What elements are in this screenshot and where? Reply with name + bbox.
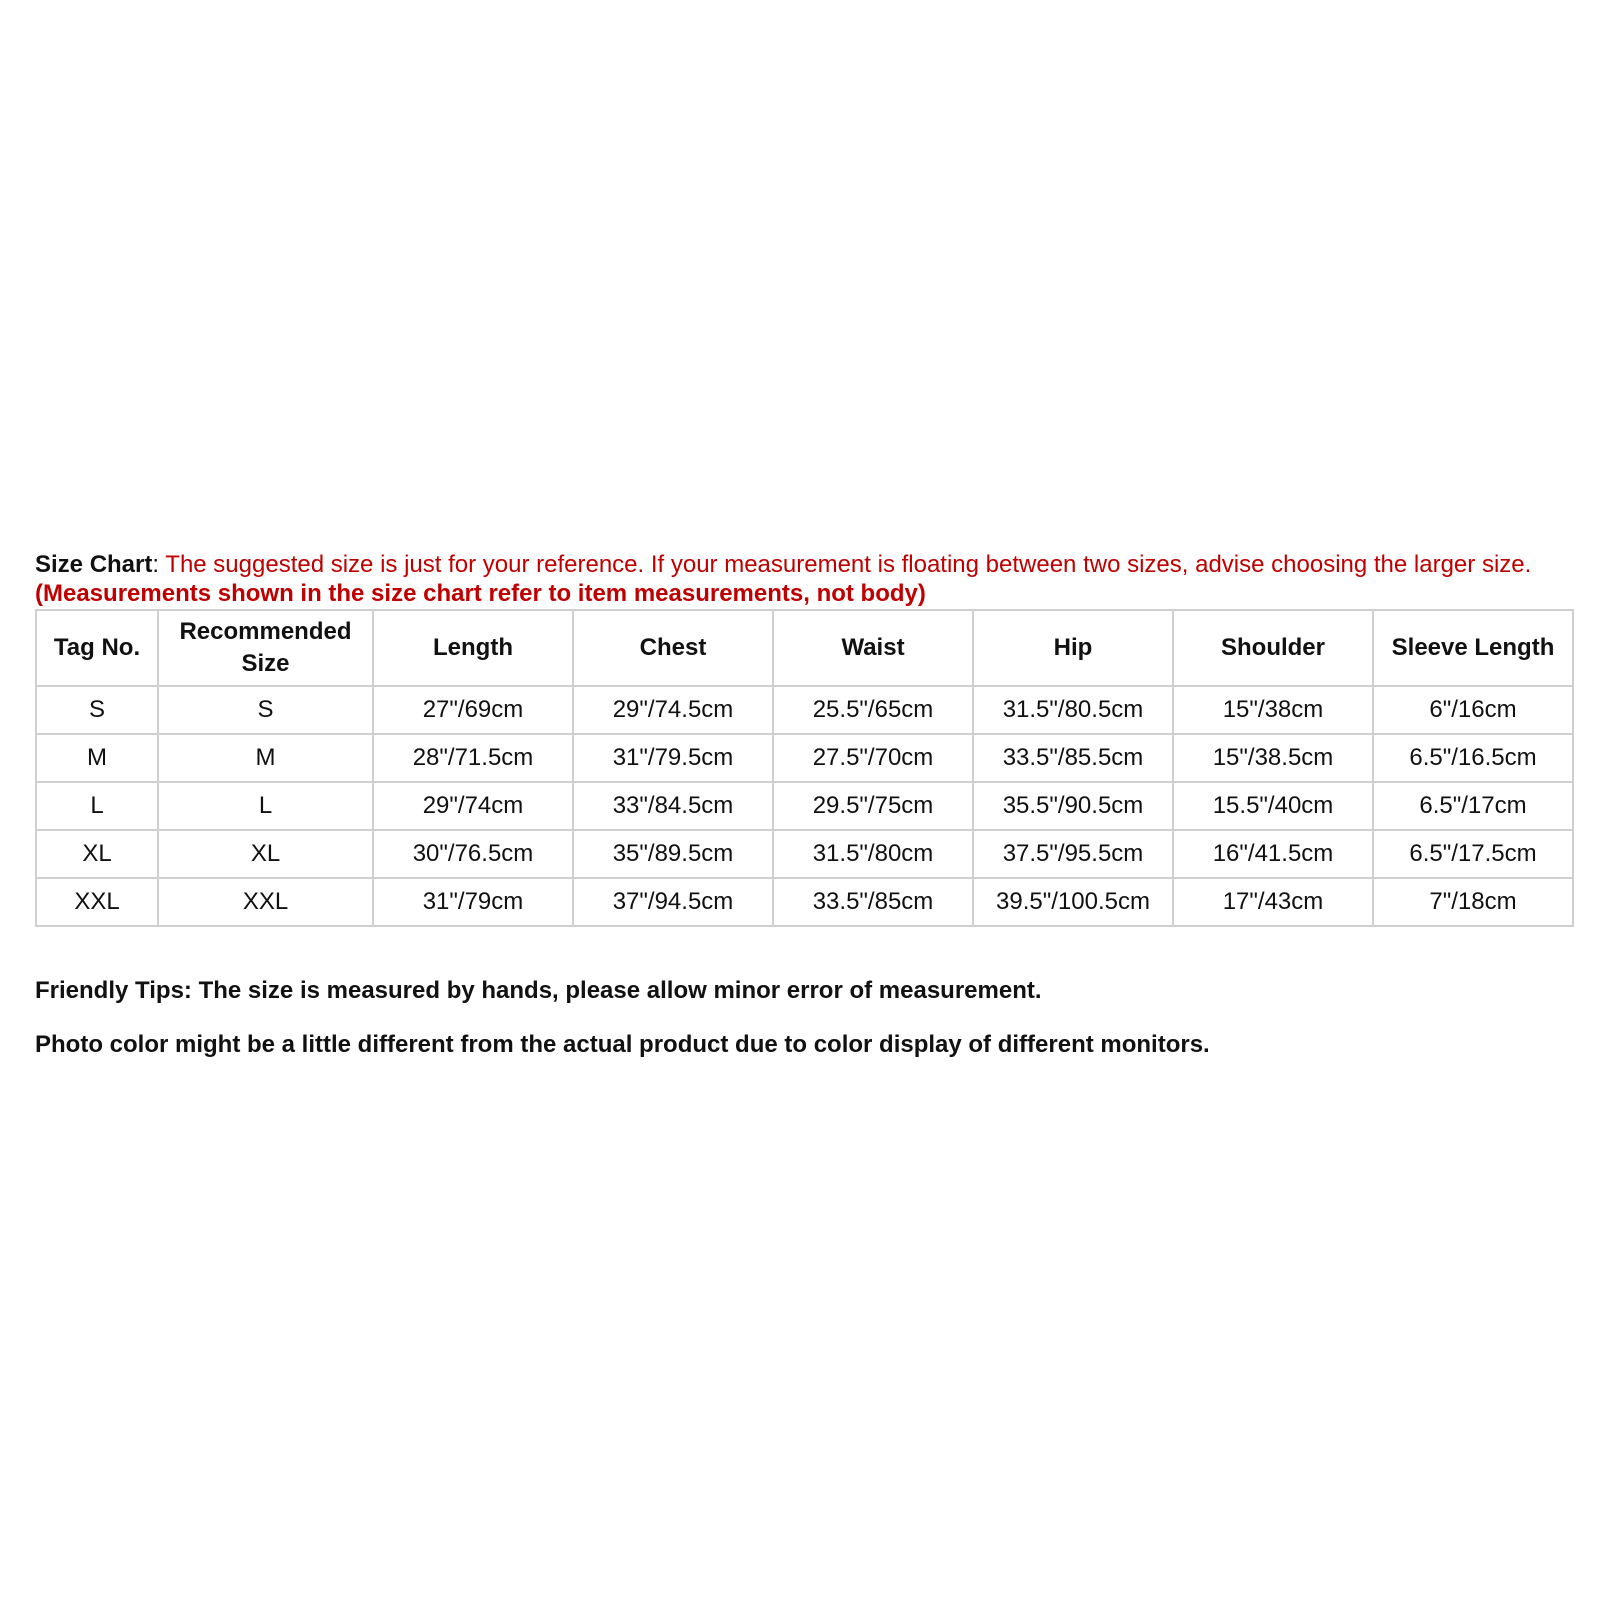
- cell-shoulder: 15.5"/40cm: [1173, 782, 1373, 830]
- cell-waist: 31.5"/80cm: [773, 830, 973, 878]
- header-waist: Waist: [773, 610, 973, 686]
- cell-recommended-size: XL: [158, 830, 373, 878]
- table-row: [36, 734, 1573, 782]
- cell-tag-no: XL: [36, 830, 158, 878]
- cell-waist: 27.5"/70cm: [773, 734, 973, 782]
- cell-sleeve-length: 7"/18cm: [1373, 878, 1573, 926]
- cell-hip: 31.5"/80.5cm: [973, 686, 1173, 734]
- cell-sleeve-length: 6.5"/17.5cm: [1373, 830, 1573, 878]
- cell-shoulder: 15"/38.5cm: [1173, 734, 1373, 782]
- size-chart-colon: :: [152, 551, 160, 578]
- size-table: [35, 609, 1574, 927]
- size-chart-description: The suggested size is just for your reference. If your measurement is floating between two sizes, advise choosing the larger size.: [159, 551, 1532, 578]
- table-row: [36, 686, 1573, 734]
- cell-shoulder: 16"/41.5cm: [1173, 830, 1373, 878]
- table-row: [36, 782, 1573, 830]
- cell-length: 31"/79cm: [373, 878, 573, 926]
- cell-length: 28"/71.5cm: [373, 734, 573, 782]
- cell-chest: 33"/84.5cm: [573, 782, 773, 830]
- cell-length: 29"/74cm: [373, 782, 573, 830]
- photo-color-disclaimer: Photo color might be a little different from the actual product due to color display of different monitors.: [35, 1031, 1210, 1058]
- cell-tag-no: M: [36, 734, 158, 782]
- cell-length: 30"/76.5cm: [373, 830, 573, 878]
- cell-chest: 35"/89.5cm: [573, 830, 773, 878]
- size-chart-note: (Measurements shown in the size chart refer to item measurements, not body): [35, 580, 926, 607]
- cell-chest: 29"/74.5cm: [573, 686, 773, 734]
- cell-hip: 35.5"/90.5cm: [973, 782, 1173, 830]
- header-chest: Chest: [573, 610, 773, 686]
- cell-sleeve-length: 6.5"/17cm: [1373, 782, 1573, 830]
- table-row: [36, 830, 1573, 878]
- cell-sleeve-length: 6"/16cm: [1373, 686, 1573, 734]
- cell-recommended-size: S: [158, 686, 373, 734]
- friendly-tips-line: Friendly Tips: The size is measured by hands, please allow minor error of measurement.: [35, 977, 1042, 1004]
- size-chart-label: Size Chart: [35, 551, 153, 578]
- cell-tag-no: L: [36, 782, 158, 830]
- cell-shoulder: 17"/43cm: [1173, 878, 1373, 926]
- header-sleeve-length: Sleeve Length: [1373, 610, 1573, 686]
- cell-waist: 29.5"/75cm: [773, 782, 973, 830]
- header-tag-no: Tag No.: [36, 610, 158, 686]
- cell-chest: 37"/94.5cm: [573, 878, 773, 926]
- cell-sleeve-length: 6.5"/16.5cm: [1373, 734, 1573, 782]
- header-hip: Hip: [973, 610, 1173, 686]
- cell-hip: 37.5"/95.5cm: [973, 830, 1173, 878]
- cell-shoulder: 15"/38cm: [1173, 686, 1373, 734]
- cell-tag-no: S: [36, 686, 158, 734]
- cell-length: 27"/69cm: [373, 686, 573, 734]
- cell-chest: 31"/79.5cm: [573, 734, 773, 782]
- cell-recommended-size: XXL: [158, 878, 373, 926]
- cell-tag-no: XXL: [36, 878, 158, 926]
- table-row: [36, 878, 1573, 926]
- header-shoulder: Shoulder: [1173, 610, 1373, 686]
- cell-recommended-size: M: [158, 734, 373, 782]
- cell-waist: 25.5"/65cm: [773, 686, 973, 734]
- table-header-row: [36, 610, 1573, 686]
- cell-waist: 33.5"/85cm: [773, 878, 973, 926]
- size-chart-intro: [35, 550, 1575, 608]
- cell-hip: 33.5"/85.5cm: [973, 734, 1173, 782]
- header-length: Length: [373, 610, 573, 686]
- cell-recommended-size: L: [158, 782, 373, 830]
- cell-hip: 39.5"/100.5cm: [973, 878, 1173, 926]
- header-recommended-size: Recommended Size: [158, 610, 373, 686]
